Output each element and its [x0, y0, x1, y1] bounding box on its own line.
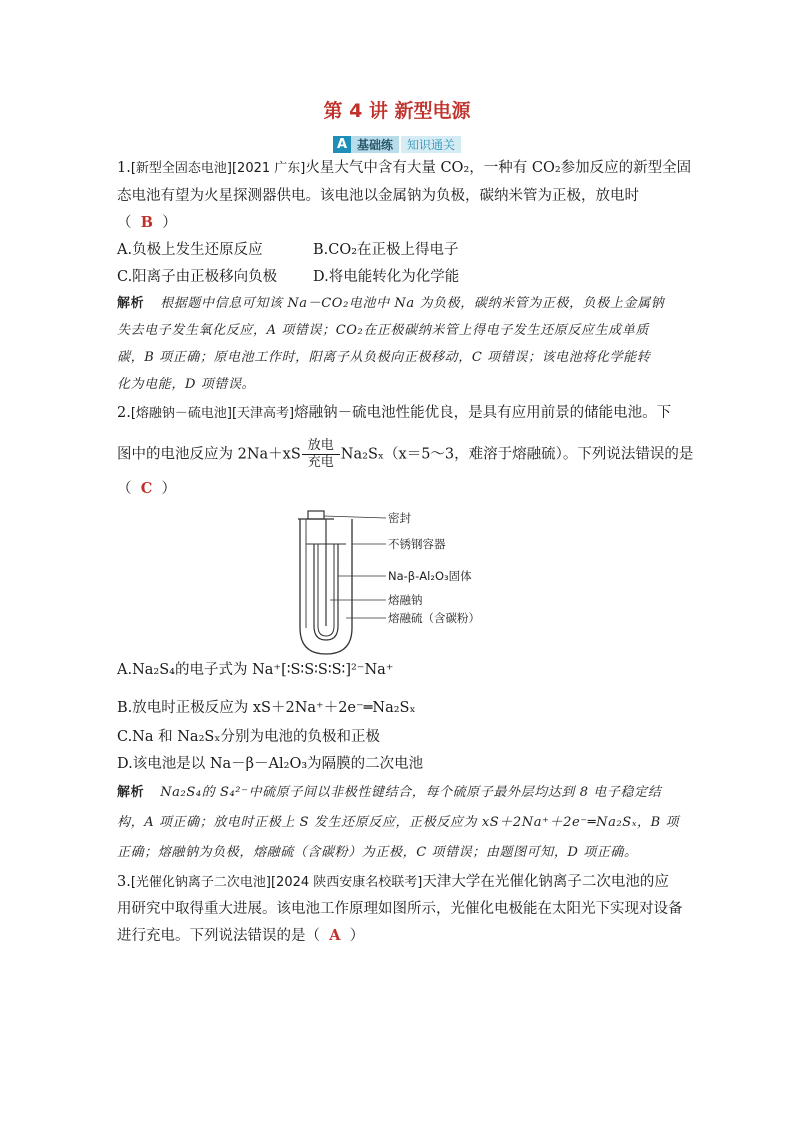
label-molten-s: 熔融硫（含碳粉）	[388, 611, 480, 625]
badge-subtitle: 知识通关	[401, 136, 461, 153]
q2-tag: [熔融钠－硫电池][天津高考]	[130, 406, 295, 421]
q2-answer: C	[140, 480, 153, 497]
label-seal: 密封	[388, 511, 411, 525]
q2-reaction-left: 图中的电池反应为 2Na＋xS	[117, 446, 301, 463]
page-title: 第 4 讲 新型电源	[323, 100, 471, 122]
q3-number: 3.	[117, 874, 131, 890]
label-container: 不锈钢容器	[388, 537, 446, 551]
q2-option-a: A.Na₂S₄的电子式为 Na⁺[∶S∶S∶S∶S∶]²⁻Na⁺	[117, 662, 394, 678]
q3-answer: A	[329, 927, 341, 944]
q1-tag: [新型全固态电池][2021 广东]	[130, 161, 306, 176]
q2-number: 2.	[117, 405, 131, 421]
q1-stem-1: 火星大气中含有大量 CO₂，一种有 CO₂参加反应的新型全固	[305, 160, 692, 176]
q2-line-2	[117, 438, 693, 471]
q1-explanation-line-4: 化为电能，D 项错误。	[117, 377, 256, 392]
label-molten-na: 熔融钠	[388, 593, 423, 607]
badge-level: 基础练	[351, 136, 399, 153]
q1-option-a: A.负极上发生还原反应	[117, 242, 263, 258]
q1-line-1	[117, 158, 691, 179]
battery-diagram	[290, 508, 520, 658]
q1-line-2: 态电池有望为火星探测器供电。该电池以金属钠为负极，碳纳米管为正极，放电时	[117, 188, 639, 204]
q1-option-c: C.阳离子由正极移向负极	[117, 269, 278, 285]
q1-answer: B	[140, 214, 153, 231]
q2-option-c: C.Na 和 Na₂Sₓ分别为电池的负极和正极	[117, 729, 380, 745]
reaction-arrow	[302, 438, 340, 471]
q1-number: 1.	[117, 160, 131, 176]
q3-stem-1: 天津大学在光催化钠离子二次电池的应	[422, 874, 669, 890]
q2-explanation-line-3: 正确；熔融钠为负极，熔融硫（含碳粉）为正极，C 项错误；由题图可知，D 项正确。	[117, 845, 638, 860]
arrow-charge-label: 充电	[307, 455, 334, 470]
q3-tag: [光催化钠离子二次电池][2024 陕西安康名校联考]	[130, 875, 423, 890]
q1-explanation-line-2: 失去电子发生氧化反应，A 项错误；CO₂在正极碳纳米管上得电子发生还原反应生成单质	[117, 323, 649, 338]
q1-options-row-1	[117, 240, 677, 260]
badge-letter: A	[333, 136, 351, 153]
q2-reaction-right: Na₂Sₓ（x＝5～3，难溶于熔融硫）。下列说法错误的是	[340, 446, 694, 463]
leader-seal	[324, 516, 386, 518]
q3-line-3: 进行充电。下列说法错误的是（ A ）	[117, 927, 365, 944]
q2-stem-1: 熔融钠－硫电池性能优良，是具有应用前景的储能电池。下	[294, 405, 672, 421]
q2-explanation-line-1: 解析 Na₂S₄的 S₄²⁻中硫原子间以非极性键结合，每个硫原子最外层均达到 8 电子稳定结	[117, 785, 662, 800]
arrow-discharge-label: 放电	[302, 438, 340, 455]
q3-line-2: 用研究中取得重大进展。该电池工作原理如图所示，光催化电极能在太阳光下实现对设备	[117, 901, 683, 917]
q2-option-b: B.放电时正极反应为 xS＋2Na⁺＋2e⁻═Na₂Sₓ	[117, 700, 416, 716]
q1-explanation-label: 解析	[117, 296, 145, 311]
q2-answer-line: （ C ）	[117, 480, 176, 497]
q2-explanation-label: 解析	[117, 785, 145, 800]
section-badge	[333, 136, 461, 153]
q3-line-1	[117, 872, 669, 893]
section-badge-row	[0, 133, 794, 153]
q2-option-d: D.该电池是以 Na－β－Al₂O₃为隔膜的二次电池	[117, 756, 424, 772]
q2-line-1	[117, 403, 671, 424]
q2-explanation-line-2: 构，A 项正确；放电时正极上 S 发生还原反应，正极反应为 xS＋2Na⁺＋2e⁻═Na₂Sₓ，B 项	[117, 815, 680, 830]
q1-option-b: B.CO₂在正极上得电子	[313, 242, 459, 258]
q1-explanation-line-3: 碳，B 项正确；原电池工作时，阳离子从负极向正极移动，C 项错误；该电池将化学能转	[117, 350, 651, 365]
q1-explanation-line-1: 解析 根据题中信息可知该 Na－CO₂电池中 Na 为负极，碳纳米管为正极，负极上金属钠	[117, 296, 665, 311]
label-solid: Na-β-Al₂O₃固体	[388, 569, 472, 583]
seal-cap	[308, 511, 324, 519]
q1-answer-line: （ B ）	[117, 214, 177, 231]
q1-options-row-2	[117, 267, 677, 287]
q1-option-d: D.将电能转化为化学能	[313, 269, 460, 285]
